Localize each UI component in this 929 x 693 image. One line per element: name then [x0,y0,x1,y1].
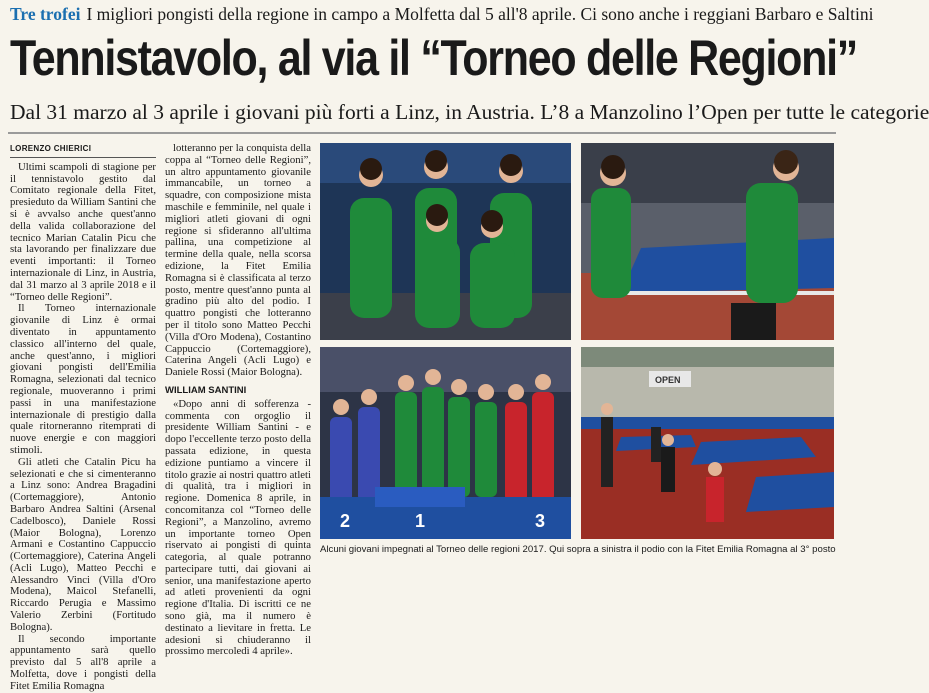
paragraph: lotteranno per la conquista della coppa al “Torneo delle Regioni”, un altro appuntamento giovanile immancabile, un torneo a squadre, con composizione mista maschile e femminile, nel quale i migliori atleti giovani di ogni regione si sfideranno all'ultima pallina, una competizione al termine della quale, nella scorsa edizione, la Fitet Emilia Romagna si è classificata al terzo posto, mentre quest'anno punta al gradino più alto del podio. I quattro pongisti che lotteranno per il titolo sono Matteo Pecchi (Villa d'Oro Modena), Costantino Cappuccio (Cortemaggiore), Caterina Angeli (Acli Lugo) e Daniele Rossi (Maior Bologna). [165,142,311,379]
kicker-tag: Tre trofei [10,4,81,24]
photo-podium [320,347,571,539]
podium-number: 1 [415,511,426,531]
paragraph: Gli atleti che Catalin Picu ha selezionati e che si cimenteranno a Linz sono: Andrea Bragadini (Cortemaggiore), Antonio Barbaro Andrea Saltini (Arsenal Cadelbosco), Daniele Rossi (Maior Bologna), Lorenzo Armani e Costantino Cappuccio (Cortemaggiore), Caterina Angeli (Acli Lugo), Matteo Pecchi e Alessandro Vinci (Villa d'Oro Modena), Maicol Stefanelli, Riccardo Perugia e Massimo Valerio Zerbini (Fortitudo Bologna). [10,455,156,633]
photo-team-portrait [320,143,571,340]
byline: LORENZO CHIERICI [10,143,156,158]
paragraph: «Dopo anni di sofferenza - commenta con orgoglio il presidente William Santini - e dopo l'eccellente terzo posto della passata edizione, in questa edizione puntiamo a vincere il titolo grazie ai nostri quattro atleti di qualità, tra i migliori in regione. Domenica 8 aprile, in concomitanza col “Torneo delle Regioni”, a Manzolino, avremo un importante torneo Open riservato ai pongisti di quinta categoria, al quale potranno partecipare tutti, dai giovani ai senior, una manifestazione aperto ad atleti provenienti da ogni regione d'Italia. Di iscritti ce ne sono già, ma il numero è destinato a lievitare in fretta. Le adesioni si chiuderanno il prossimo mercoledì 4 aprile». [165,397,311,658]
paragraph: Il secondo importante appuntamento sarà quello previsto dal 5 all'8 aprile a Molfetta, dove i pongisti della Fitet Emilia Romagna [10,632,156,692]
podium-number: 3 [535,511,546,531]
photo-match-play [581,143,834,340]
subhead: Dal 31 marzo al 3 aprile i giovani più forti a Linz, in Austria. L’8 a Manzolino l’Open per tutte le categorie [10,100,929,124]
section-subtitle: WILLIAM SANTINI [165,384,247,396]
paragraph: Il Torneo internazionale giovanile di Linz è ormai diventato in appuntamento classico all'interno del quale, anche quest'anno, i migliori giovani pongisti dell'Emilia Romagna, selezionati dal tecnico regionale, muoveranno i primi passi in una manifestazione internazionale di prestigio dalla quale ritorneranno ritemprati di nuove energie e con maggiori stimoli. [10,302,156,456]
headline: Tennistavolo, al via il “Torneo delle Regioni” [10,30,858,86]
article-column-2 [165,143,311,658]
kicker-text: I migliori pongisti della regione in campo a Molfetta dal 5 all'8 aprile. Ci sono anche i reggiani Barbaro e Saltini [86,4,874,24]
banner-text: OPEN [655,375,681,385]
paragraph: Ultimi scampoli di stagione per il tennistavolo gestito dal Comitato regionale della Fitet, presieduto da William Santini che si è avvalso anche quest'anno della valida collaborazione del tecnico Marian Catalin Picu che sta lavorando per finalizzare due eventi importanti: il Torneo internazionale di Linz, in Austria, dal 31 marzo al 3 aprile 2018 e il “Torneo delle Regioni”. [10,160,156,303]
kicker [10,3,874,25]
podium-number: 2 [340,511,351,531]
divider [8,132,836,134]
photo-gym-hall [581,347,834,539]
article-column-1 [10,143,156,693]
photo-caption: Alcuni giovani impegnati al Torneo delle regioni 2017. Qui sopra a sinistra il podio con la Fitet Emilia Romagna al 3° posto [320,544,836,555]
